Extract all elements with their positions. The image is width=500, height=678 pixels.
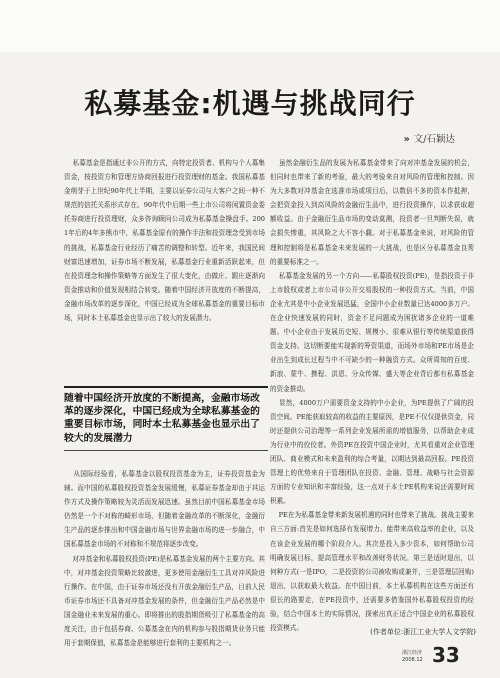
right-column-text: 虽然金融衍生品的发展为私募基金带来了向对冲基金发展的机会，但同时也带来了新的考验，最大的考验来自对风险的管理和控制。因为大多数对冲基金在选准市场或项目后，以数倍不多的资本作抵押，会把资金投入到高风险的金融衍生品中，进行投资操作，以求获取超额收益。由于金融衍生品市场的变动莫测，投资者一旦判断失误，就会损失惨重，其风险之大不容小觑。对于私募基金来说，对风险的管理和控制将是私募基金未来发展的一大挑战，也是区分私募基金良莠的重要标准之一。 私募基金发展的另一个方向——私募股权投资(PE)，是指投资于非上市股权或者上市公司非公开交易股权的一种投资方式。当前，中国企业尤其是中小企业发展迅猛，全国中小企业数量已达4000多万户。在企业快速发展的同时，资金不足问题成为困扰诸多企业的一道难题。中小企业由于发展历史短、规模小、很难从银行等传统渠道获得资金支持。这切断要能实现新的筹资渠道，而场外市场和PE市场是企业出生到成长过程当中不可缺少的一种融资方式。众所周知的百度、新浪、蒙牛、携程、洪恩、分众传媒、盛大等企业背后都有私募基金的资金推动。 显然，4000万户需要资金支持的中小企业，为PE提供了广阔的投资空间。PE能获取较高的收益的主要原因，是PE不仅仅提供资金，同时还提供公司治理等一系列企业发展所需的增值服务，以帮助企业成为行业中的佼佼者。外资PE在投资中国企业时，尤其看重对企业管理团队、商业模式和未来盈利的综合考量，以期达到最高回报。PE投资管理上的优势来自于管理团队在投资、金融、管理、战略与社会资源方面的专业知识和丰富经验，这一点对于本土PE机构来说还需要时间积累。 PE在为私募基金带来新发展机遇的同时也带来了挑战。挑战主要来自三方面:首先是如何选择有发展增力、能带来高收益率的企业，以及在该企业发展的哪个阶段介入。其次是投入多少资本，如何帮助公司明确发展目标，提高管理水平和改善财务状况。第三是适时退出，以何种方式(一是IPO，二是投资的公司被收购或兼并，三是管理层回购)退出，以获取最大收益。在中国目前，本土私募机构在这些方面还有很长的路要走，在PE投资中，还需要多借鉴国外私募股权投资的经验，结合中国本土的实际情况，探索出真正适合中国企业的私募股权投资模式。 <box>270 159 475 633</box>
byline-arrows-icon: » <box>403 134 410 145</box>
page-number: 33 <box>432 643 460 667</box>
byline-author: 文/石颖达 <box>413 134 455 145</box>
page-top-band <box>0 0 500 52</box>
magazine-issue: 2008.12 <box>402 657 423 663</box>
article-byline <box>404 131 455 145</box>
pull-quote-divider <box>64 450 268 451</box>
magazine-name: 浙江经济 <box>402 650 423 656</box>
author-affiliation: (作者单位:浙江工业大学人文学院) <box>370 628 476 636</box>
article-title: 私募基金:机遇与挑战同行 <box>84 87 416 120</box>
left-column-bottom-text: 从国际经验看，私募基金以股权投资基金为主，证券投资基金为辅。而中国的私募股权投资基金发展缓慢，私募证券基金却由于其运作方式及操作策略较为灵活而发展迅速。虽然目前中国私募基金市场仍然是一个不对称的畸形市场，但随着金融改革的不断深化，金融衍生产品的逐步推出和中国金融市场与世界金融市场的进一步融合，中国私募基金市场的不对称和不规范将逐步改变。 对冲基金和私募股权投资(PE)是私募基金发展的两个主要方向。其中，对冲基金投资策略比较激进，更多使用金融衍生工具对冲风险进行操作。在中国，由于证券市场还没有开放金融衍生产品，目前人民币证券市场还不具备对冲基金发展的条件，但金融衍生产品必然是中国金融业未来发展的重心。即将推出的股指期货吸引了私募基金的高度关注，由于包括券商、公募基金在内的机构参与股指期货业务只能用于套期保值，私募基金是能够进行套利的主要机构之一。 <box>64 470 265 648</box>
magazine-footer <box>402 650 423 664</box>
pull-quote: 随着中国经济开放度的不断提高，金融市场改革的逐步深化，中国已经成为全球私募基金的重要目标市场，同时本土私募基金也显示出了较大的发展潜力 <box>64 386 268 445</box>
left-column-top-text: 私募基金是指通过非公开的方式，向特定投资者、机构与个人募集资金，按投资方和管理方协商回报进行投资理财的基金。我国私募基金萌芽于上世纪90年代上半期，主要以证券公司与大客户之间一种不规范的信托关系形式存在。90年代中后期一些上市公司将闲置资金委托券商进行投资理财，众多咨询顾问公司成为私募基金操盘手。2001年后的4年多熊市中，私募基金原有的操作手法和投资理念受到市场的挑战，私募基金行业经历了痛苦的调整和转型。近年来，我国民间财富迅速增加，证券市场不断发展，私募基金行业重新活跃起来，但在投资理念和操作策略等方面发生了很大变化，由做庄、跟庄逐渐向资金推动和价值发现相结合转变。随着中国经济开放度的不断提高，金融市场改革的逐步深化，中国已经成为全球私募基金的重要目标市场，同时本土私募基金也显示出了较大的发展潜力。 <box>64 159 265 323</box>
